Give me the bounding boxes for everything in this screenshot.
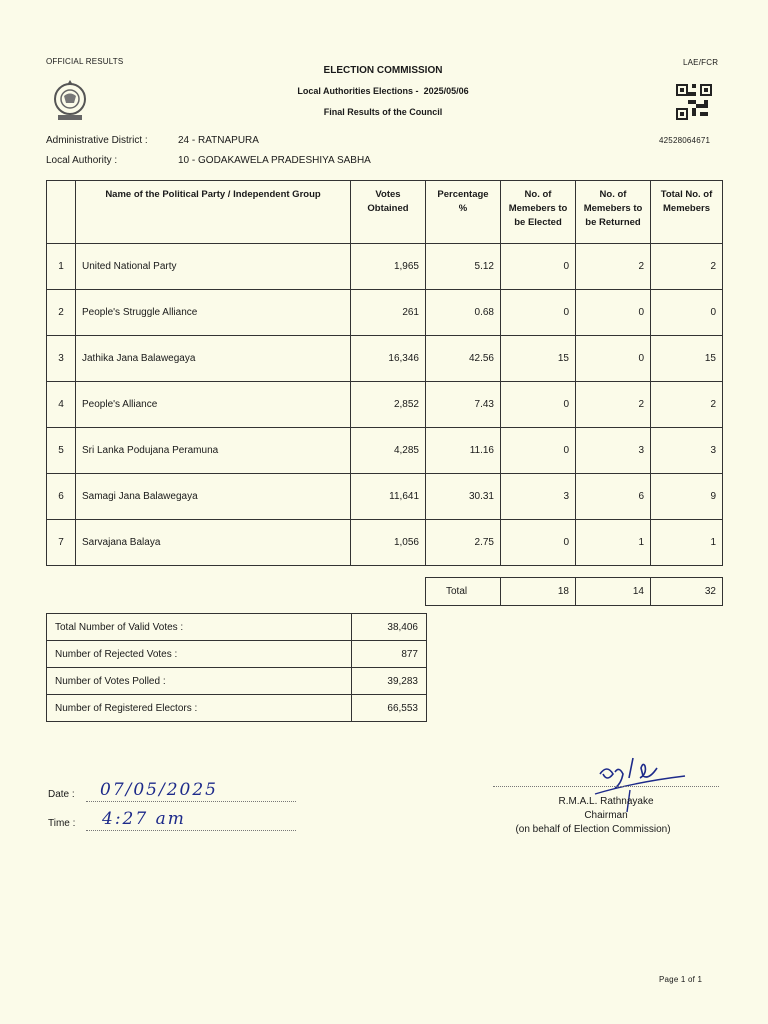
members-total: 15 [651,336,723,382]
summary-row [47,668,427,695]
election-prefix: Local Authorities Elections - [297,86,419,96]
summary-label: Total Number of Valid Votes : [47,614,352,641]
date-line [86,801,296,802]
votes-obtained: 261 [351,290,426,336]
summary-value: 39,283 [352,668,427,695]
votes-obtained: 2,852 [351,382,426,428]
subtitle: Final Results of the Council [323,107,443,117]
district-label: Administrative District : [46,135,148,146]
members-returned: 1 [576,520,651,566]
members-total: 2 [651,382,723,428]
time-label: Time : [48,818,76,829]
authority-value: 10 - GODAKAWELA PRADESHIYA SABHA [178,155,371,166]
row-number: 2 [47,290,76,336]
col-header-total: Total No. of Memebers [651,181,723,244]
votes-obtained: 4,285 [351,428,426,474]
members-total: 2 [651,244,723,290]
row-number: 1 [47,244,76,290]
party-name: Sarvajana Balaya [76,520,351,566]
time-line [86,830,296,831]
summary-table [46,613,427,722]
col-header-elected: No. of Memebers to be Elected [501,181,576,244]
form-code: LAE/FCR [683,58,719,67]
total-elected: 18 [501,578,576,606]
col-header-returned: No. of Memebers to be Returned [576,181,651,244]
percentage: 0.68 [426,290,501,336]
party-name: United National Party [76,244,351,290]
signatory-name: R.M.A.L. Rathnayake [558,796,654,807]
members-elected: 3 [501,474,576,520]
party-name: Samagi Jana Balawegaya [76,474,351,520]
summary-label: Number of Registered Electors : [47,695,352,722]
signatory-note: (on behalf of Election Commission) [515,824,671,835]
signatory-title: Chairman [584,810,628,821]
date-label: Date : [48,789,75,800]
party-name: Jathika Jana Balawegaya [76,336,351,382]
members-returned: 2 [576,244,651,290]
party-name: Sri Lanka Podujana Peramuna [76,428,351,474]
summary-row [47,695,427,722]
row-number: 4 [47,382,76,428]
table-row [47,474,723,520]
table-header-row [47,181,723,244]
members-returned: 0 [576,336,651,382]
totals-table [425,577,723,606]
members-elected: 0 [501,520,576,566]
members-elected: 0 [501,382,576,428]
summary-row [47,641,427,668]
col-header-party: Name of the Political Party / Independent Group [76,181,351,244]
members-returned: 2 [576,382,651,428]
date-handwritten: 07/05/2025 [100,780,218,800]
table-row [47,244,723,290]
summary-label: Number of Rejected Votes : [47,641,352,668]
members-elected: 0 [501,290,576,336]
col-header-votes: Votes Obtained [351,181,426,244]
table-row [47,520,723,566]
row-number: 6 [47,474,76,520]
members-returned: 6 [576,474,651,520]
emblem-icon [52,77,88,123]
summary-value: 877 [352,641,427,668]
percentage: 30.31 [426,474,501,520]
table-row [47,428,723,474]
percentage: 11.16 [426,428,501,474]
col-header-percentage: Percentage % [426,181,501,244]
qr-code-icon [676,84,712,120]
members-elected: 15 [501,336,576,382]
votes-obtained: 1,056 [351,520,426,566]
members-returned: 0 [576,290,651,336]
summary-row [47,614,427,641]
row-number: 7 [47,520,76,566]
summary-label: Number of Votes Polled : [47,668,352,695]
summary-value: 38,406 [352,614,427,641]
party-name: People's Alliance [76,382,351,428]
votes-obtained: 11,641 [351,474,426,520]
election-date: 2025/05/06 [423,86,469,96]
table-row [47,382,723,428]
votes-obtained: 16,346 [351,336,426,382]
commission-title: ELECTION COMMISSION [323,65,443,76]
summary-value: 66,553 [352,695,427,722]
authority-label: Local Authority : [46,155,118,166]
percentage: 42.56 [426,336,501,382]
percentage: 5.12 [426,244,501,290]
col-header-no [47,181,76,244]
percentage: 2.75 [426,520,501,566]
total-members: 32 [651,578,723,606]
members-returned: 3 [576,428,651,474]
members-elected: 0 [501,428,576,474]
table-row [47,290,723,336]
time-handwritten: 4:27 am [102,809,186,829]
table-row [47,336,723,382]
signature-line [493,786,719,787]
total-label: Total [426,578,501,606]
members-total: 3 [651,428,723,474]
page-number: Page 1 of 1 [659,975,703,984]
election-line [233,86,533,96]
doc-number: 42528064671 [659,136,711,145]
total-returned: 14 [576,578,651,606]
party-name: People's Struggle Alliance [76,290,351,336]
results-table [46,180,723,566]
members-total: 9 [651,474,723,520]
district-value: 24 - RATNAPURA [178,135,259,146]
row-number: 3 [47,336,76,382]
members-total: 1 [651,520,723,566]
members-total: 0 [651,290,723,336]
totals-row [426,578,723,606]
row-number: 5 [47,428,76,474]
votes-obtained: 1,965 [351,244,426,290]
official-results-label: OFFICIAL RESULTS [46,57,124,66]
members-elected: 0 [501,244,576,290]
percentage: 7.43 [426,382,501,428]
